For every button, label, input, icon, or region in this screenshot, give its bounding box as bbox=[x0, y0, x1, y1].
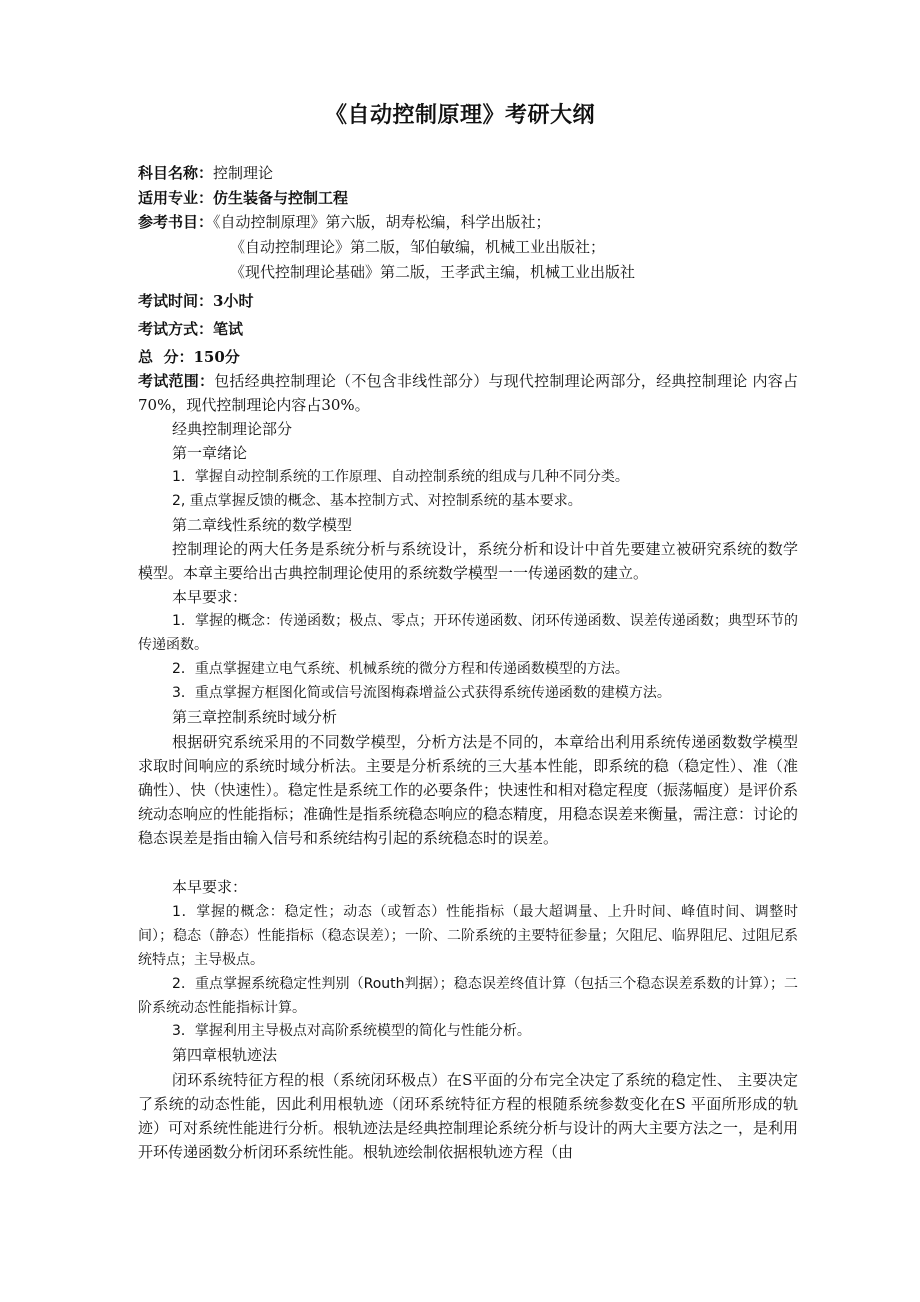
exam-method-label: 考试方式： bbox=[138, 320, 214, 338]
exam-scope-paragraph bbox=[138, 370, 798, 417]
major-label: 适用专业： bbox=[138, 189, 214, 207]
total-score-value: 150分 bbox=[193, 348, 240, 366]
exam-time-row bbox=[138, 290, 798, 314]
chapter-1-item-2: 2, 重点掌握反馈的概念、基本控制方式、对控制系统的基本要求。 bbox=[172, 493, 582, 509]
chapter-2-item-2: 2．重点掌握建立电气系统、机械系统的微分方程和传递函数模型的方法。 bbox=[172, 661, 629, 677]
total-score-row bbox=[138, 346, 798, 370]
major-value: 仿生装备与控制工程 bbox=[213, 189, 349, 207]
chapter-3-requirements-label: 本早要求： bbox=[172, 878, 248, 896]
chapter-1-item-1: 1．掌握自动控制系统的工作原理、自动控制系统的组成与几种不同分类。 bbox=[172, 469, 629, 485]
chapter-3-item-2: 2．重点掌握系统稳定性判别（Routh判据）；稳态误差终值计算（包括三个稳态误差系数的计算）；二阶系统动态性能指标计算。 bbox=[138, 976, 798, 1016]
chapter-4-title: 第四章根轨迹法 bbox=[172, 1046, 278, 1064]
exam-method-row bbox=[138, 318, 798, 342]
subject-value: 控制理论 bbox=[213, 164, 274, 182]
reference-book-2: 《自动控制理论》第二版，邹伯敏编，机械工业出版社； bbox=[230, 238, 606, 256]
reference-row bbox=[138, 211, 798, 235]
page-title: 《自动控制原理》考研大纲 bbox=[324, 102, 595, 128]
exam-method-value: 笔试 bbox=[213, 320, 244, 338]
chapter-2-item-3: 3．重点掌握方框图化简或信号流图梅森增益公式获得系统传递函数的建模方法。 bbox=[172, 685, 671, 701]
subject-row bbox=[138, 162, 798, 186]
reference-label: 参考书目： bbox=[138, 213, 214, 231]
chapter-3-title: 第三章控制系统时域分析 bbox=[172, 708, 338, 726]
chapter-3-item-3: 3．掌握利用主导极点对高阶系统模型的简化与性能分析。 bbox=[172, 1023, 531, 1039]
chapter-2-item-1: 1．掌握的概念：传递函数；极点、零点；开环传递函数、闭环传递函数、误差传递函数；典型环节的传递函数。 bbox=[138, 613, 798, 653]
major-row bbox=[138, 187, 798, 211]
total-score-label: 总 分： bbox=[138, 348, 194, 366]
chapter-3-intro: 根据研究系统采用的不同数学模型，分析方法是不同的，本章给出利用系统传递函数数学模型求取时间响应的系统时域分析法。主要是分析系统的三大基本性能，即系统的稳（稳定性）、准（准确性）、快（快速性）。稳定性是系统工作的必要条件；快速性和相对稳定程度（振荡幅度）是评价系统动态响应的性能指标；准确性是指系统稳态响应的稳态精度，用稳态误差来衡量，需注意：讨论的稳态误差是指由输入信号和系统结构引起的系统稳态时的误差。 bbox=[138, 733, 799, 847]
chapter-2-title: 第二章线性系统的数学模型 bbox=[172, 516, 353, 534]
reference-book-1: 《自动控制原理》第六版，胡寿松编，科学出版社； bbox=[213, 213, 551, 231]
exam-time-label: 考试时间： bbox=[138, 292, 214, 310]
chapter-2-requirements-label: 本早要求： bbox=[172, 588, 248, 606]
exam-scope-text: 包括经典控制理论（不包含非线性部分）与现代控制理论两部分，经典控制理论 内容占70%，现代控制理论内容占30%。 bbox=[138, 372, 798, 414]
subject-label: 科目名称： bbox=[138, 164, 214, 182]
chapter-1-title: 第一章绪论 bbox=[172, 444, 248, 462]
part-classic-heading: 经典控制理论部分 bbox=[172, 420, 293, 438]
chapter-4-intro: 闭环系统特征方程的根（系统闭环极点）在S平面的分布完全决定了系统的稳定性、 主要决定了系统的动态性能，因此利用根轨迹（闭环系统特征方程的根随系统参数变化在S 平面所形成的轨迹）可对系统性能进行分析。根轨迹法是经典控制理论系统分析与设计的两大主要方法之一，是利用开环传递函数分析闭环系统性能。根轨迹绘制依据根轨迹方程（由 bbox=[138, 1071, 799, 1161]
chapter-2-intro: 控制理论的两大任务是系统分析与系统设计，系统分析和设计中首先要建立被研究系统的数学模型。本章主要给出古典控制理论使用的系统数学模型一一传递函数的建立。 bbox=[138, 540, 798, 582]
reference-book-3: 《现代控制理论基础》第二版，王孝武主编，机械工业出版社 bbox=[230, 263, 636, 281]
exam-time-value: 3小时 bbox=[213, 292, 254, 310]
chapter-3-item-1: 1．掌握的概念：稳定性；动态（或暂态）性能指标（最大超调量、上升时间、峰值时间、调整时间）；稳态（静态）性能指标（稳态误差）；一阶、二阶系统的主要特征参量；欠阻尼、临界阻尼、过阻尼系统特点；主导极点。 bbox=[138, 904, 798, 968]
exam-scope-label: 考试范围： bbox=[138, 372, 215, 390]
